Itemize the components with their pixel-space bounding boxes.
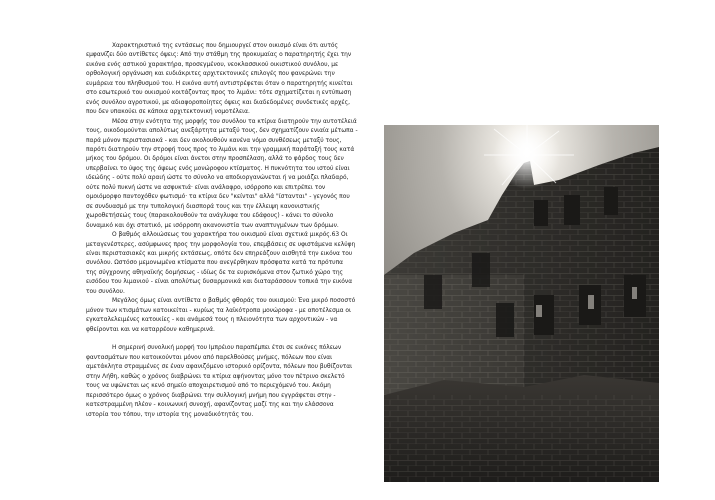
text-column <box>86 42 376 420</box>
text-line: του συνόλου. <box>86 288 125 295</box>
text-line: ομοιόμορφο παντοχόθεν φωτισμό· τα κτίρια δεν "κείνται" αλλά "ίστανται" - γεγονός που <box>86 194 350 201</box>
text-line: εισόδου του λιμανιού - είναι απολύτως δυσαρμονικά και διαταράσσουν τοπικά την εικόνα <box>86 279 353 286</box>
text-line: Η σημερινή συνολική μορφή του Ιμπρέιου παραπέμπει έτσι σε εικόνες πόλεων <box>112 345 342 352</box>
text-line: ευμάρεια του πληθυσμού του. Η εικόνα αυτή αντιστρέφεται όταν ο παρατηρητής κινείται <box>86 80 353 87</box>
text-line: κατεστραμμένη πλέον - κοινωνική συνοχή, αφανίζοντας μαζί της και την ελάσσονα <box>86 402 334 409</box>
text-line: αμετάκλητα στραμμένες σε έναν αφανιζόμενο ιστορικό ορίζοντα, πόλεων που βυθίζονται <box>86 364 353 371</box>
text-line: συνόλου. Ωστόσο μεμονωμένα κτίσματα που ανεγέρθηκαν πρόσφατα κατά τα πρότυπα <box>86 260 344 267</box>
text-line: εγκαταλελειμένες κατοικίες - και ανάμεσά τους η πλειονότητα των αρχοντικών - να <box>86 317 338 324</box>
text-line: στο εσωτερικό του οικισμού κοιτάζοντας προς το λιμάνι: τότε σχηματίζεται η εντύπωση <box>86 90 352 97</box>
text-line: σε συνδυασμό με την τυπολογική διασπορά τους και την έλλειψη κανονιστικής <box>86 203 320 210</box>
text-line: φαντασμάτων που κατοικούνται μόνον από παρελθούσες μνήμες, πόλεων που είναι <box>86 354 333 361</box>
stone-ruin-photograph <box>384 125 659 482</box>
text-line: ορθολογική οργάνωση και ευδιάκριτες αρχιτεκτονικές επιλογές που φανερώνει την <box>86 71 335 78</box>
text-line: Μέσα στην ενότητα της μορφής του συνόλου τα κτίρια διατηρούν την αυτοτέλειά <box>112 118 357 125</box>
paragraph-4 <box>86 297 376 335</box>
text-line: της σύγχρονης αθηναϊκής δομήσεως - ιδίως δε τα ευρισκόμενα στον ζωτικό χώρο της <box>86 269 344 276</box>
text-line: χωροθετήσεώς τους (παρακολουθούν τα ανάγλυφα του εδάφους) - κάνει το σύνολο <box>86 213 334 220</box>
text-line: τους, οικοδομούνται απολύτως ανεξάρτητα μεταξύ τους, δεν σχηματίζουν ενιαία μέτωπα - <box>86 128 358 135</box>
text-line: ιδεώδης - ούτε πολύ αραιή ώστε το σύνολο να αποδιοργανώνεται ή να μοιάζει πλαδαρό, <box>86 175 349 182</box>
text-line: εικόνα ενός αστικού χαρακτήρα, προσεγμένου, νεοκλασσικού οικιστικού συνόλου, με <box>86 61 339 68</box>
paragraph-1 <box>86 42 376 118</box>
text-line: υπερβαίνει το ύψος της όψεως ενός μονώροφου κτίσματος. Η πυκνότητα του ιστού είναι <box>86 165 350 172</box>
text-line: περισσότερο όμως ο χρόνος διαβρώνει την συλλογική μνήμη που εγγράφεται στην - <box>86 392 336 399</box>
text-line: ιστορία του τόπου, την ιστορία της μοναδικότητάς του. <box>86 411 254 418</box>
text-line: εμφανίζει δύο αντίθετες όψεις: Από την στάθμη της προκυμαίας ο παρατηρητής έχει την <box>86 52 352 59</box>
text-line: Μεγάλος όμως είναι αντίθετα ο βαθμός φθοράς του οικισμού: Ένα μικρό ποσοστό <box>112 298 356 305</box>
text-line: που δεν υπακούει σε κάποια αρχιτεκτονική νομοτέλεια. <box>86 109 250 116</box>
text-line: παρότι διατηρούν την στροφή τους προς το λιμάνι και την γραμμική παράταξή τους κατά <box>86 146 355 153</box>
text-line: παρά μόνον περιστασιακά - και δεν ακολουθούν κανένα νόμο συνθέσεως μεταξύ τους, <box>86 137 342 144</box>
text-line: φθείρονται και να καταρρέουν καθημερινά. <box>86 326 215 333</box>
text-line: μεταγενέστερες, ασύμφωνες προς την μορφολογία του, επεμβάσεις σε υφιστάμενα κελύφη <box>86 241 356 248</box>
text-line: δυναμικό και όχι στατικό, με ισόρροπη ακανονιστία των αναπτυγμένων των δρόμων. <box>86 222 339 229</box>
text-line: στην Λήθη, καθώς ο χρόνος διαβρώνει τα κτίρια αφήνοντας μόνο τον πέτρινο σκελετό <box>86 373 345 380</box>
text-line: ούτε πολύ πυκνή ώστε να ασφυκτιά· είναι ανάλαφρο, ισόρροπο και επιτρέπει τον <box>86 184 326 191</box>
ruined-building-photo <box>384 125 659 482</box>
text-line: Χαρακτηριστικό της εντάσεως που δημιουργεί στον οικισμό είναι ότι αυτός <box>112 43 338 49</box>
text-line: Ο βαθμός αλλοιώσεως του χαρακτήρα του οικισμού είναι σχετικά μικρός.63 Οι <box>112 232 348 239</box>
paragraph-2 <box>86 118 376 231</box>
text-line: τους να υψώνεται ως κενό σημείο αποχαιρετισμού από το περιεχόμενό του. Ακόμη <box>86 383 331 390</box>
paragraph-3 <box>86 231 376 297</box>
text-line: ενός συνόλου αγροτικού, με αδιαφοροποίητες όψεις και διαδεδομένες συνδετικές αρχές, <box>86 99 350 106</box>
text-line: μόνον των κτισμάτων κατοικείται - κυρίως τα λαϊκότροπα μονώροφα - με αποτέλεσμα οι <box>86 307 351 314</box>
paragraph-5 <box>86 344 376 420</box>
text-line: είναι περιστασιακές και μικρής εκτάσεως, οπότε δεν επηρεάζουν αισθητά την εικόνα του <box>86 250 353 257</box>
text-line: μήκος του δρόμου. Οι δρόμοι είναι άνετοι στην προσπέλαση, αλλά το φάρδος τους δεν <box>86 156 344 163</box>
